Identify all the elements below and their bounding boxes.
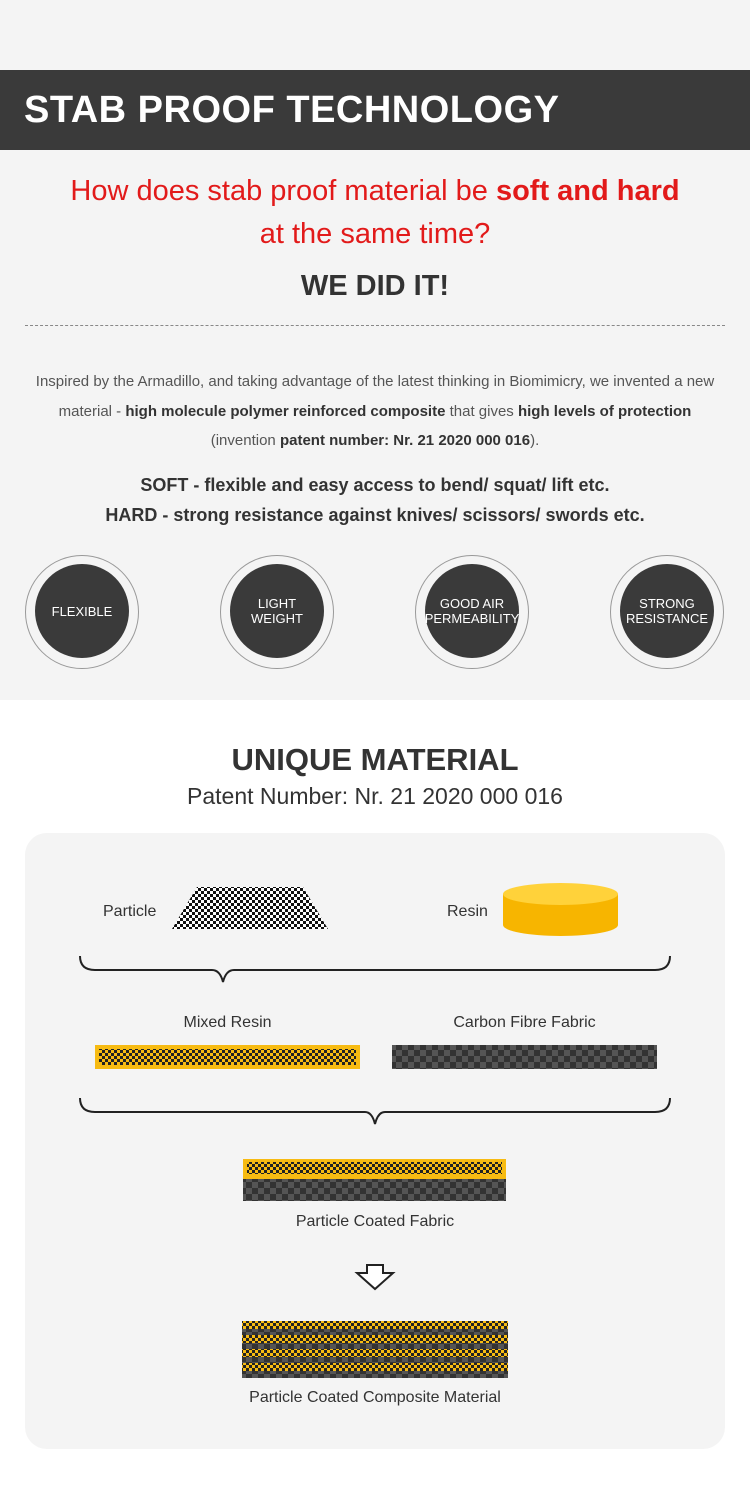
claim-heading: WE DID IT! (300, 270, 450, 302)
unique-material-title: UNIQUE MATERIAL (231, 742, 519, 777)
intro-bold-2: high levels of protection (517, 402, 692, 420)
down-arrow-icon (357, 1265, 393, 1289)
question-part2: at the same time? (259, 218, 491, 250)
particle-pile-icon (172, 887, 328, 929)
mixed-resin-label: Mixed Resin (183, 1014, 272, 1031)
coated-fabric-swatch (243, 1159, 506, 1201)
carbon-fibre-label: Carbon Fibre Fabric (453, 1014, 596, 1031)
page-title: STAB PROOF TECHNOLOGY (24, 89, 560, 131)
intro-text-1: Inspired by the Armadillo, and taking advantage of the latest thinking in Biomimicry, we invented a new material - (35, 373, 715, 420)
resin-disc-icon (503, 883, 618, 936)
coated-fabric-label: Particle Coated Fabric (295, 1213, 455, 1230)
particle-label: Particle (103, 903, 157, 920)
brace-1 (80, 956, 670, 982)
badge-label: FLEXIBLE (35, 564, 129, 658)
badge-label: LIGHT WEIGHT (230, 564, 324, 658)
intro-bold-3: patent number: Nr. 21 2020 000 016 (279, 432, 531, 449)
soft-feature: SOFT - flexible and easy access to bend/ squat/ lift etc. (140, 475, 610, 495)
resin-label: Resin (447, 903, 488, 920)
question-highlight: soft and hard (495, 175, 680, 207)
patent-number: Patent Number: Nr. 21 2020 000 016 (187, 783, 563, 809)
intro-text-4: ). (530, 432, 540, 449)
brace-2 (80, 1098, 670, 1124)
badge-label: STRONG RESISTANCE (620, 564, 714, 658)
hard-feature: HARD - strong resistance against knives/ scissors/ swords etc. (105, 505, 645, 525)
mixed-resin-particles (99, 1049, 356, 1065)
composite-material-swatch (242, 1321, 508, 1378)
intro-bold-1: high molecule polymer reinforced composite (125, 402, 446, 420)
carbon-fibre-strip (392, 1045, 657, 1069)
composite-label: Particle Coated Composite Material (249, 1389, 501, 1406)
intro-text-2: that gives (445, 402, 518, 420)
badge-label: GOOD AIR PERMEABILITY (425, 564, 519, 658)
intro-text-3: (invention (210, 432, 280, 449)
question-part1: How does stab proof material be (70, 175, 496, 207)
